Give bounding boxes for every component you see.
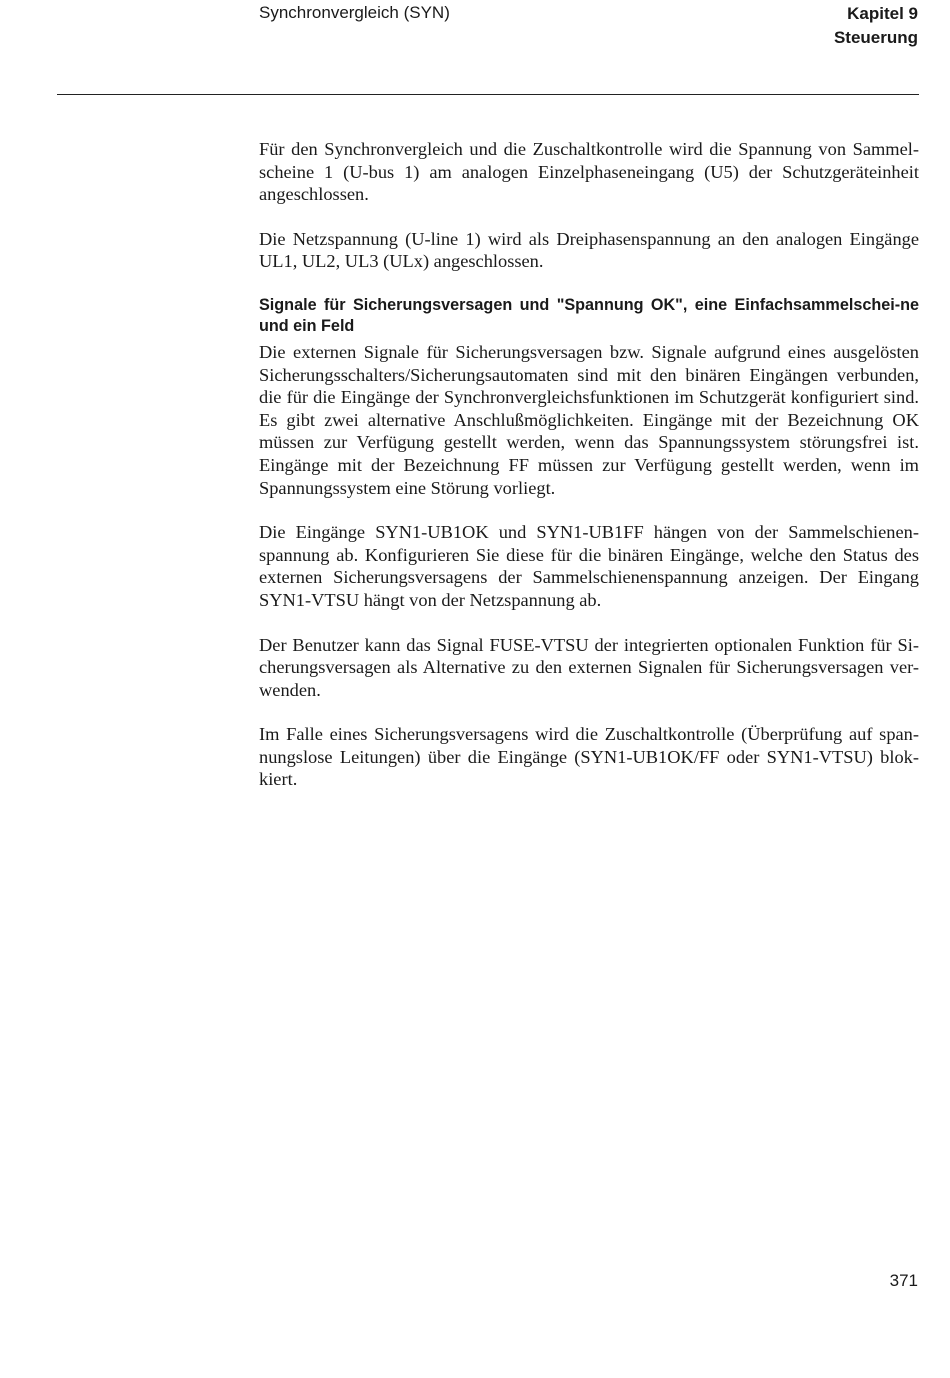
paragraph-busbar-voltage: Für den Synchronvergleich und die Zuschaltkontrolle wird die Spannung von Sammel-scheine 1 (U-bus 1) am analogen Einzelphaseneingang (U5) der Schutzgeräteinheit angeschlossen. <box>259 139 919 205</box>
section-heading: Signale für Sicherungsversagen und "Spannung OK", eine Einfachsammelschei-ne und ein Feld <box>259 295 919 335</box>
page-number: 371 <box>889 1271 918 1290</box>
chapter-number: Kapitel 9 <box>847 4 918 23</box>
running-header-section: Synchronvergleich (SYN) <box>259 3 450 22</box>
main-content <box>259 138 919 813</box>
paragraph-line-voltage: Die Netzspannung (U-line 1) wird als Dreiphasenspannung an den analogen Eingänge UL1, UL2, UL3 (ULx) angeschlossen. <box>259 228 919 272</box>
chapter-title: Steuerung <box>833 28 918 47</box>
header-divider <box>57 94 919 95</box>
paragraph-inputs: Die Eingänge SYN1-UB1OK und SYN1-UB1FF hängen von der Sammelschienen-spannung ab. Konfigurieren Sie diese für die binären Eingänge, welche den Status des externen Sicherungsversagens der Sammelschienenspannung anzeigen. Der Eingang SYN1-VTSU hängt von der Netzspannung ab. <box>259 522 919 610</box>
paragraph-external-signals: Die externen Signale für Sicherungsversagen bzw. Signale aufgrund eines ausgelösten Sicherungsschalters/Sicherungsautomaten sind mit den binären Eingängen verbunden, die für die Eingänge der Synchronvergleichsfunktionen im Schutzgerät konfiguriert sind. Es gibt zwei alternative Anschlußmöglichkeiten. Eingänge mit der Bezeichnung OK müssen zur Verfügung gestellt werden, wenn das Spannungssystem störungsfrei ist. Eingänge mit der Bezeichnung FF müssen zur Verfügung gestellt werden, wenn im Spannungssystem eine Störung vorliegt. <box>259 341 919 498</box>
running-header-chapter <box>834 2 918 50</box>
paragraph-fuse-vtsu: Der Benutzer kann das Signal FUSE-VTSU der integrierten optionalen Funktion für Si-cherungsversagen als Alternative zu den externen Signalen für Sicherungsversagen ver-wenden. <box>259 634 919 700</box>
paragraph-blocking: Im Falle eines Sicherungsversagens wird die Zuschaltkontrolle (Überprüfung auf span-nungslose Leitungen) über die Eingänge (SYN1-UB1OK/FF oder SYN1-VTSU) blok-kiert. <box>259 724 919 790</box>
